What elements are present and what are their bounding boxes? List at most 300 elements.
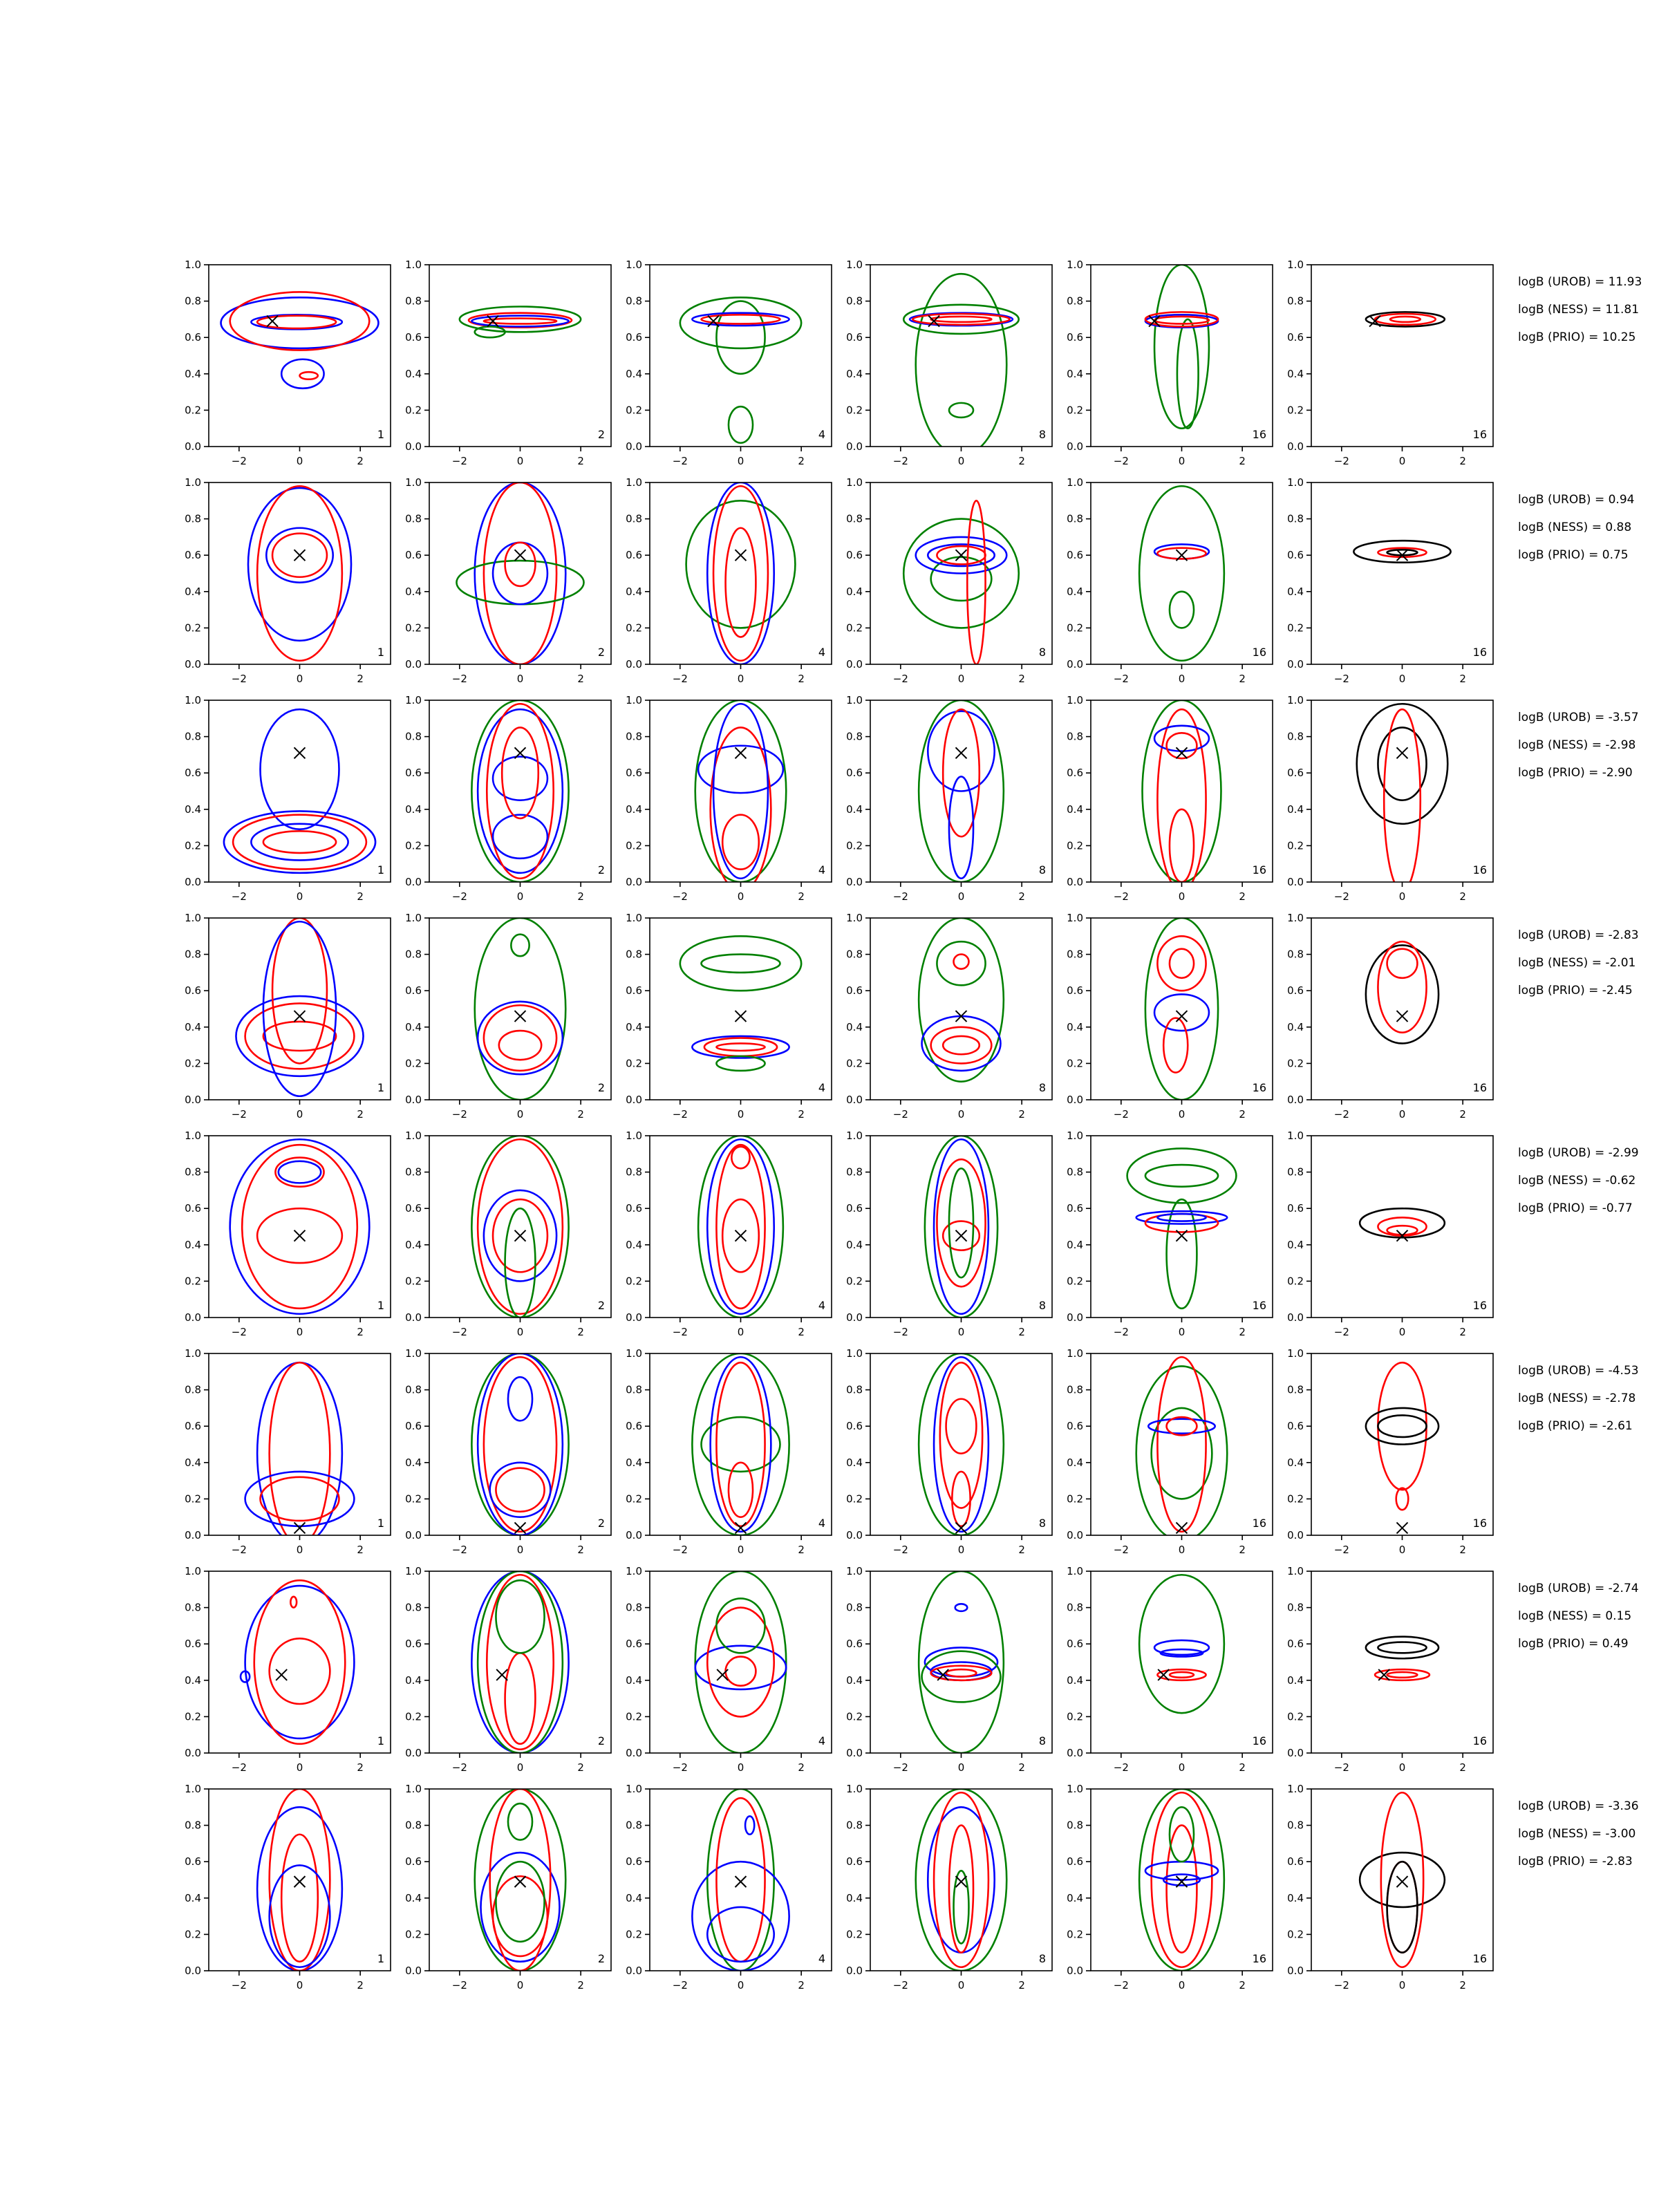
contour-panel — [626, 476, 832, 685]
panel-frame — [1091, 700, 1273, 882]
y-tick-label: 0.8 — [846, 730, 863, 743]
panel-number-label: 2 — [597, 863, 605, 877]
x-tick-label: 0 — [296, 1761, 303, 1774]
panel-row — [185, 912, 1638, 1121]
contour-red — [484, 1005, 556, 1071]
y-tick-label: 1.0 — [1067, 694, 1083, 706]
contour-blue — [1145, 1862, 1218, 1880]
contour-red — [254, 1580, 346, 1744]
contour-group — [475, 918, 566, 1100]
x-tick-label: 0 — [957, 1761, 965, 1774]
logb-annotation: logB (PRIO) = -2.61 — [1518, 1419, 1633, 1433]
x-tick-label: 0 — [737, 455, 744, 467]
x-tick-label: 2 — [357, 1979, 364, 1991]
panel-number-label: 2 — [597, 646, 605, 659]
y-tick-label: 0.0 — [846, 1529, 863, 1541]
y-tick-label: 0.6 — [626, 1202, 642, 1215]
y-tick-label: 0.4 — [1067, 1238, 1083, 1251]
y-tick-label: 1.0 — [626, 1565, 642, 1577]
y-tick-label: 0.6 — [846, 1638, 863, 1651]
x-tick-label: 0 — [1398, 673, 1406, 685]
panel-number-label: 2 — [597, 1734, 605, 1747]
y-tick-label: 0.4 — [846, 1674, 863, 1687]
y-tick-label: 0.8 — [846, 948, 863, 961]
contour-red — [263, 1022, 336, 1051]
contour-panel — [1287, 694, 1493, 903]
y-tick-label: 0.2 — [626, 404, 642, 417]
x-tick-label: 0 — [737, 1544, 744, 1556]
y-tick-label: 0.6 — [846, 331, 863, 344]
contour-red — [716, 1798, 765, 1962]
panel-row — [185, 259, 1642, 467]
y-tick-label: 0.0 — [1287, 658, 1304, 671]
x-tick-label: −2 — [1333, 1761, 1349, 1774]
panel-number-label: 16 — [1252, 1517, 1266, 1530]
contour-group — [224, 709, 375, 873]
contour-green — [716, 1598, 765, 1653]
contour-red — [1375, 314, 1436, 325]
y-tick-label: 0.6 — [1067, 1855, 1083, 1868]
x-tick-label: 0 — [516, 455, 524, 467]
contour-panel — [1067, 1347, 1273, 1556]
y-tick-label: 0.2 — [1287, 839, 1304, 852]
y-tick-label: 0.6 — [185, 1855, 201, 1868]
y-tick-label: 0.6 — [846, 984, 863, 997]
logb-annotation: logB (PRIO) = 0.49 — [1518, 1637, 1629, 1651]
y-tick-label: 0.0 — [185, 1529, 201, 1541]
y-tick-label: 0.8 — [1287, 948, 1304, 961]
x-tick-label: 2 — [1018, 1761, 1025, 1774]
x-tick-label: 0 — [957, 1326, 965, 1338]
y-tick-label: 0.2 — [1067, 404, 1083, 417]
y-tick-label: 0.4 — [846, 1456, 863, 1469]
y-tick-label: 0.2 — [405, 1928, 422, 1941]
y-tick-label: 0.2 — [1067, 1710, 1083, 1723]
contour-panel — [185, 694, 391, 903]
logb-annotation: logB (UROB) = 11.93 — [1518, 275, 1642, 289]
y-tick-label: 0.6 — [626, 984, 642, 997]
panel-number-label: 16 — [1252, 646, 1266, 659]
y-tick-label: 0.6 — [1287, 549, 1304, 562]
y-tick-label: 1.0 — [626, 259, 642, 271]
contour-blue — [245, 1586, 355, 1738]
y-tick-label: 1.0 — [626, 912, 642, 924]
logb-annotation: logB (UROB) = 0.94 — [1518, 493, 1635, 507]
x-tick-label: −2 — [672, 1761, 688, 1774]
contour-panel — [1287, 912, 1493, 1121]
y-tick-label: 0.8 — [185, 948, 201, 961]
contour-group — [919, 918, 1004, 1082]
y-tick-label: 0.8 — [626, 1165, 642, 1179]
panel-number-label: 1 — [377, 1734, 384, 1747]
contour-red — [502, 727, 538, 818]
contour-green — [1139, 486, 1224, 660]
contour-group — [460, 306, 581, 337]
panel-frame — [209, 482, 391, 664]
y-tick-label: 0.8 — [1287, 512, 1304, 525]
logb-annotation: logB (PRIO) = -2.83 — [1518, 1855, 1633, 1868]
x-tick-label: −2 — [451, 1979, 467, 1991]
y-tick-label: 0.0 — [1067, 440, 1083, 453]
y-tick-label: 0.4 — [185, 1456, 201, 1469]
contour-panel — [185, 259, 391, 467]
y-tick-label: 0.8 — [405, 512, 422, 525]
contour-blue — [245, 1472, 355, 1526]
x-tick-label: 2 — [577, 1544, 584, 1556]
contour-red — [1157, 1669, 1206, 1680]
logb-annotation: logB (PRIO) = 10.25 — [1518, 330, 1636, 344]
contour-group — [248, 486, 351, 660]
y-tick-label: 0.8 — [626, 730, 642, 743]
y-tick-label: 0.4 — [1287, 1238, 1304, 1251]
y-tick-label: 0.0 — [405, 1094, 422, 1106]
contour-black — [1366, 945, 1438, 1043]
y-tick-label: 0.8 — [405, 1165, 422, 1179]
y-tick-label: 0.0 — [846, 1965, 863, 1977]
panel-row — [185, 476, 1634, 685]
logb-annotation: logB (NESS) = -2.78 — [1518, 1391, 1636, 1405]
x-tick-label: 2 — [577, 1979, 584, 1991]
y-tick-label: 0.6 — [626, 1855, 642, 1868]
contour-red — [722, 815, 759, 870]
y-tick-label: 0.8 — [1067, 948, 1083, 961]
contour-red — [290, 1597, 297, 1608]
y-tick-label: 0.4 — [626, 1020, 642, 1033]
y-tick-label: 0.6 — [1287, 767, 1304, 780]
contour-green — [511, 935, 529, 957]
x-tick-label: −2 — [1333, 1108, 1349, 1121]
x-tick-label: 2 — [1018, 890, 1025, 903]
contour-blue — [745, 1816, 754, 1834]
contour-group — [1139, 1789, 1224, 1971]
y-tick-label: 0.4 — [1067, 1020, 1083, 1033]
x-tick-label: −2 — [451, 1544, 467, 1556]
x-tick-label: 0 — [296, 1979, 303, 1991]
contour-red — [949, 1826, 973, 1953]
contour-green — [1127, 1148, 1237, 1203]
y-tick-label: 0.0 — [1067, 1529, 1083, 1541]
contour-panel — [185, 1565, 391, 1774]
contour-blue — [934, 1139, 988, 1313]
y-tick-label: 0.6 — [185, 767, 201, 780]
y-tick-label: 0.4 — [1287, 1456, 1304, 1469]
x-tick-label: 2 — [798, 1979, 805, 1991]
x-tick-label: 0 — [1398, 1544, 1406, 1556]
contour-group — [221, 292, 379, 388]
y-tick-label: 0.2 — [626, 1275, 642, 1288]
contour-blue — [955, 1604, 968, 1611]
contour-group — [903, 500, 1019, 664]
y-tick-label: 0.8 — [405, 1383, 422, 1396]
x-tick-label: 2 — [577, 1108, 584, 1121]
y-tick-label: 0.2 — [1287, 1710, 1304, 1723]
y-tick-label: 0.2 — [626, 1928, 642, 1941]
contour-group — [919, 1353, 1004, 1535]
y-tick-label: 0.2 — [626, 1492, 642, 1506]
contour-red — [704, 1038, 777, 1056]
y-tick-label: 0.6 — [1067, 984, 1083, 997]
x-tick-label: −2 — [451, 1108, 467, 1121]
x-tick-label: 2 — [1459, 1326, 1466, 1338]
x-tick-label: 0 — [516, 1979, 524, 1991]
logb-annotation: logB (PRIO) = -2.45 — [1518, 984, 1633, 997]
panel-frame — [429, 265, 611, 447]
contour-red — [716, 1362, 765, 1526]
contour-blue — [692, 1036, 789, 1058]
x-tick-label: −2 — [1113, 1108, 1129, 1121]
y-tick-label: 1.0 — [1067, 1565, 1083, 1577]
y-tick-label: 0.0 — [626, 1529, 642, 1541]
y-tick-label: 0.8 — [405, 1819, 422, 1832]
contour-red — [1154, 317, 1209, 324]
x-tick-label: 0 — [516, 1108, 524, 1121]
panel-number-label: 4 — [818, 1081, 825, 1094]
contour-group — [695, 1571, 787, 1753]
contour-group — [230, 1139, 370, 1313]
contour-group — [1139, 486, 1224, 660]
panel-frame — [429, 1571, 611, 1753]
logb-annotation: logB (UROB) = -2.83 — [1518, 928, 1639, 942]
y-tick-label: 0.6 — [1067, 1420, 1083, 1433]
x-tick-label: −2 — [892, 1544, 908, 1556]
logb-annotation: logB (PRIO) = 0.75 — [1518, 548, 1629, 562]
y-tick-label: 0.2 — [1287, 621, 1304, 635]
contour-panel — [405, 476, 611, 685]
x-tick-label: 2 — [357, 890, 364, 903]
logb-annotation: logB (NESS) = 11.81 — [1518, 303, 1640, 317]
y-tick-label: 0.6 — [846, 1420, 863, 1433]
y-tick-label: 0.0 — [185, 440, 201, 453]
x-tick-label: −2 — [1113, 455, 1129, 467]
panel-frame — [429, 482, 611, 664]
contour-red — [233, 815, 366, 870]
contour-group — [1136, 1357, 1228, 1541]
y-tick-label: 1.0 — [1287, 259, 1304, 271]
y-tick-label: 0.8 — [1067, 1601, 1083, 1614]
panel-frame — [650, 265, 832, 447]
x-tick-label: −2 — [892, 1761, 908, 1774]
contour-panel — [846, 694, 1052, 903]
y-tick-label: 0.0 — [626, 658, 642, 671]
panel-frame — [650, 1353, 832, 1535]
y-tick-label: 0.8 — [1067, 1819, 1083, 1832]
x-tick-label: 2 — [798, 1326, 805, 1338]
panel-number-label: 16 — [1472, 1081, 1487, 1094]
panel-number-label: 4 — [818, 863, 825, 877]
panel-frame — [1091, 1353, 1273, 1535]
y-tick-label: 0.8 — [846, 1165, 863, 1179]
y-tick-label: 0.4 — [626, 585, 642, 598]
x-tick-label: −2 — [451, 455, 467, 467]
x-tick-label: 0 — [1398, 1761, 1406, 1774]
x-tick-label: 2 — [357, 1108, 364, 1121]
y-tick-label: 0.6 — [185, 984, 201, 997]
logb-annotation: logB (NESS) = -2.98 — [1518, 738, 1636, 752]
y-tick-label: 1.0 — [405, 694, 422, 706]
y-tick-label: 0.4 — [1287, 1674, 1304, 1687]
x-tick-label: 2 — [798, 673, 805, 685]
x-tick-label: 0 — [1178, 1544, 1185, 1556]
contour-panel — [626, 1130, 832, 1338]
contour-panel — [1287, 1347, 1493, 1556]
y-tick-label: 1.0 — [1287, 1565, 1304, 1577]
y-tick-label: 0.2 — [185, 404, 201, 417]
panel-number-label: 4 — [818, 1734, 825, 1747]
contour-panel — [846, 1130, 1052, 1338]
y-tick-label: 1.0 — [185, 1130, 201, 1142]
y-tick-label: 0.6 — [626, 331, 642, 344]
contour-group — [919, 1571, 1004, 1753]
y-tick-label: 0.4 — [185, 803, 201, 816]
y-tick-label: 1.0 — [185, 259, 201, 271]
y-tick-label: 0.2 — [1287, 1492, 1304, 1506]
contour-red — [505, 543, 536, 586]
x-tick-label: 2 — [1239, 1761, 1246, 1774]
y-tick-label: 1.0 — [1287, 476, 1304, 489]
y-tick-label: 0.8 — [185, 1383, 201, 1396]
contour-red — [946, 1399, 977, 1454]
y-tick-label: 0.4 — [405, 1891, 422, 1904]
y-tick-label: 1.0 — [1067, 912, 1083, 924]
contour-red — [1167, 733, 1197, 758]
contour-blue — [478, 709, 563, 873]
y-tick-label: 0.0 — [1287, 876, 1304, 888]
y-tick-label: 0.4 — [185, 1020, 201, 1033]
contour-group — [916, 1789, 1007, 1971]
y-tick-label: 0.2 — [405, 1710, 422, 1723]
y-tick-label: 0.4 — [846, 1891, 863, 1904]
y-tick-label: 0.2 — [626, 1057, 642, 1070]
y-tick-label: 0.4 — [1067, 1674, 1083, 1687]
panel-number-label: 4 — [818, 646, 825, 659]
contour-red — [281, 1835, 318, 1962]
y-tick-label: 0.6 — [405, 1855, 422, 1868]
y-tick-label: 0.8 — [626, 1819, 642, 1832]
panel-number-label: 2 — [597, 1081, 605, 1094]
x-tick-label: 2 — [577, 673, 584, 685]
panel-number-label: 2 — [597, 1517, 605, 1530]
x-tick-label: 0 — [1398, 455, 1406, 467]
x-tick-label: 2 — [1459, 890, 1466, 903]
panel-number-label: 8 — [1038, 1299, 1046, 1312]
contour-green — [729, 406, 753, 443]
panel-frame — [209, 1353, 391, 1535]
y-tick-label: 0.0 — [185, 1747, 201, 1759]
contour-black — [1378, 1415, 1426, 1437]
contour-group — [1353, 541, 1450, 563]
panel-number-label: 4 — [818, 428, 825, 441]
y-tick-label: 0.2 — [185, 621, 201, 635]
panel-frame — [429, 1136, 611, 1318]
contour-group — [1357, 704, 1448, 891]
panel-number-label: 16 — [1252, 1081, 1266, 1094]
x-tick-label: −2 — [1333, 1544, 1349, 1556]
y-tick-label: 0.2 — [1287, 1057, 1304, 1070]
x-tick-label: 0 — [957, 673, 965, 685]
y-tick-label: 0.2 — [626, 621, 642, 635]
x-tick-label: 2 — [1239, 1979, 1246, 1991]
contour-green — [1170, 592, 1194, 628]
x-tick-label: 0 — [1178, 1761, 1185, 1774]
y-tick-label: 0.2 — [1067, 1492, 1083, 1506]
x-tick-label: 2 — [1239, 1108, 1246, 1121]
contour-green — [916, 274, 1007, 456]
x-tick-label: 0 — [1398, 890, 1406, 903]
y-tick-label: 0.2 — [1287, 1928, 1304, 1941]
y-tick-label: 0.0 — [185, 1965, 201, 1977]
contour-group — [1360, 1208, 1445, 1237]
y-tick-label: 1.0 — [185, 694, 201, 706]
contour-panel — [185, 912, 391, 1121]
contour-red — [729, 1463, 753, 1517]
contour-blue — [270, 1865, 330, 1967]
y-tick-label: 0.8 — [846, 512, 863, 525]
logb-annotation: logB (PRIO) = -0.77 — [1518, 1201, 1633, 1215]
contour-green — [707, 1789, 774, 1971]
contour-panel — [1287, 1565, 1493, 1774]
y-tick-label: 0.4 — [626, 1238, 642, 1251]
y-tick-label: 0.8 — [626, 1601, 642, 1614]
contour-panel — [626, 694, 832, 903]
y-tick-label: 1.0 — [626, 1130, 642, 1142]
contour-group — [1360, 1792, 1445, 1967]
y-tick-label: 0.0 — [846, 1094, 863, 1106]
y-tick-label: 0.0 — [1287, 1311, 1304, 1324]
y-tick-label: 0.6 — [405, 1420, 422, 1433]
panel-number-label: 1 — [377, 1517, 384, 1530]
x-tick-label: 0 — [957, 455, 965, 467]
x-tick-label: 2 — [1018, 673, 1025, 685]
y-tick-label: 0.8 — [1067, 512, 1083, 525]
logb-annotation: logB (UROB) = -3.36 — [1518, 1799, 1639, 1813]
contour-red — [499, 1031, 541, 1060]
contour-green — [1136, 1366, 1228, 1540]
y-tick-label: 0.4 — [405, 1020, 422, 1033]
y-tick-label: 0.2 — [1067, 1928, 1083, 1941]
panel-frame — [429, 1789, 611, 1971]
y-tick-label: 0.6 — [405, 549, 422, 562]
y-tick-label: 0.6 — [1067, 767, 1083, 780]
panel-row — [185, 694, 1638, 903]
contour-panel — [185, 1347, 391, 1556]
x-tick-label: 2 — [1239, 890, 1246, 903]
contour-panel — [405, 694, 611, 903]
panel-number-label: 16 — [1472, 1952, 1487, 1965]
y-tick-label: 0.6 — [626, 767, 642, 780]
logb-annotation: logB (UROB) = -4.53 — [1518, 1364, 1639, 1378]
contour-group — [695, 700, 787, 891]
x-tick-label: −2 — [1333, 1326, 1349, 1338]
contour-group — [903, 274, 1019, 456]
x-tick-label: 0 — [1398, 1326, 1406, 1338]
panel-frame — [870, 918, 1052, 1100]
y-tick-label: 0.2 — [1067, 1057, 1083, 1070]
panel-number-label: 4 — [818, 1952, 825, 1965]
x-tick-label: −2 — [231, 455, 247, 467]
y-tick-label: 1.0 — [1067, 1783, 1083, 1795]
contour-panel — [405, 1565, 611, 1774]
panel-row — [185, 1347, 1638, 1556]
y-tick-label: 1.0 — [1287, 1130, 1304, 1142]
contour-blue — [475, 482, 566, 664]
y-tick-label: 0.2 — [1067, 839, 1083, 852]
y-tick-label: 0.8 — [1067, 1165, 1083, 1179]
contour-group — [1139, 1575, 1224, 1713]
panel-number-label: 16 — [1252, 428, 1266, 441]
y-tick-label: 0.2 — [1287, 404, 1304, 417]
y-tick-label: 0.2 — [626, 839, 642, 852]
y-tick-label: 1.0 — [185, 1565, 201, 1577]
